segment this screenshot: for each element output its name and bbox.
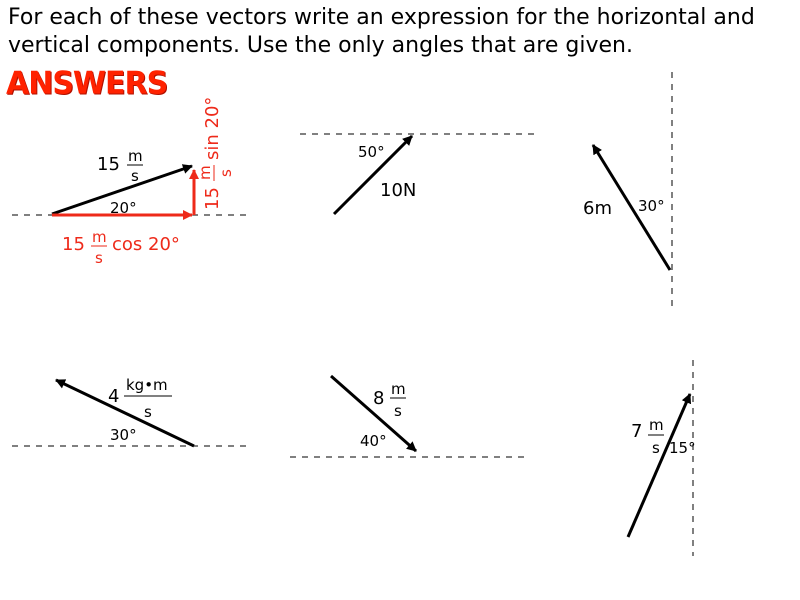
- problem-1: [12, 97, 248, 267]
- horizontal-answer-unit-den: s: [95, 249, 103, 267]
- vertical-answer-coef: 15: [202, 187, 223, 210]
- angle-label: 20°: [110, 199, 137, 217]
- problem-2: [300, 134, 536, 214]
- horizontal-answer-unit-num: m: [92, 228, 107, 246]
- problem-6: [628, 360, 696, 556]
- problem-4: [12, 376, 248, 446]
- unit-denominator: s: [144, 403, 152, 421]
- problem-5: [290, 376, 526, 457]
- magnitude-label: 4: [108, 386, 120, 407]
- angle-label: 30°: [638, 197, 665, 215]
- vertical-answer-unit-den: s: [217, 169, 235, 177]
- unit-denominator: s: [131, 167, 139, 185]
- unit-numerator: kg•m: [126, 376, 168, 394]
- angle-label: 40°: [360, 432, 387, 450]
- magnitude-label: 8: [373, 388, 385, 409]
- unit-numerator: m: [391, 380, 406, 398]
- vertical-answer-func: sin 20°: [202, 96, 223, 160]
- magnitude-label: 15: [97, 154, 120, 175]
- unit-numerator: m: [649, 416, 664, 434]
- answers-heading: ANSWERS: [6, 65, 168, 102]
- angle-label: 50°: [358, 143, 385, 161]
- magnitude-label: 7: [631, 421, 643, 442]
- unit-numerator: m: [128, 147, 143, 165]
- angle-label: 30°: [110, 426, 137, 444]
- magnitude-label: 10N: [380, 180, 417, 201]
- problem-3: [583, 72, 672, 310]
- angle-label: 15°: [669, 439, 696, 457]
- instructions-text: For each of these vectors write an expression for the horizontal and vertical components. Use the only angles that are given.: [8, 5, 755, 58]
- unit-denominator: s: [652, 439, 660, 457]
- horizontal-answer-coef: 15: [62, 234, 85, 255]
- unit-denominator: s: [394, 402, 402, 420]
- horizontal-answer-func: cos 20°: [112, 234, 180, 255]
- vertical-answer: [196, 97, 235, 210]
- vertical-answer-unit-num: m: [196, 165, 214, 180]
- magnitude-label: 6m: [583, 198, 612, 219]
